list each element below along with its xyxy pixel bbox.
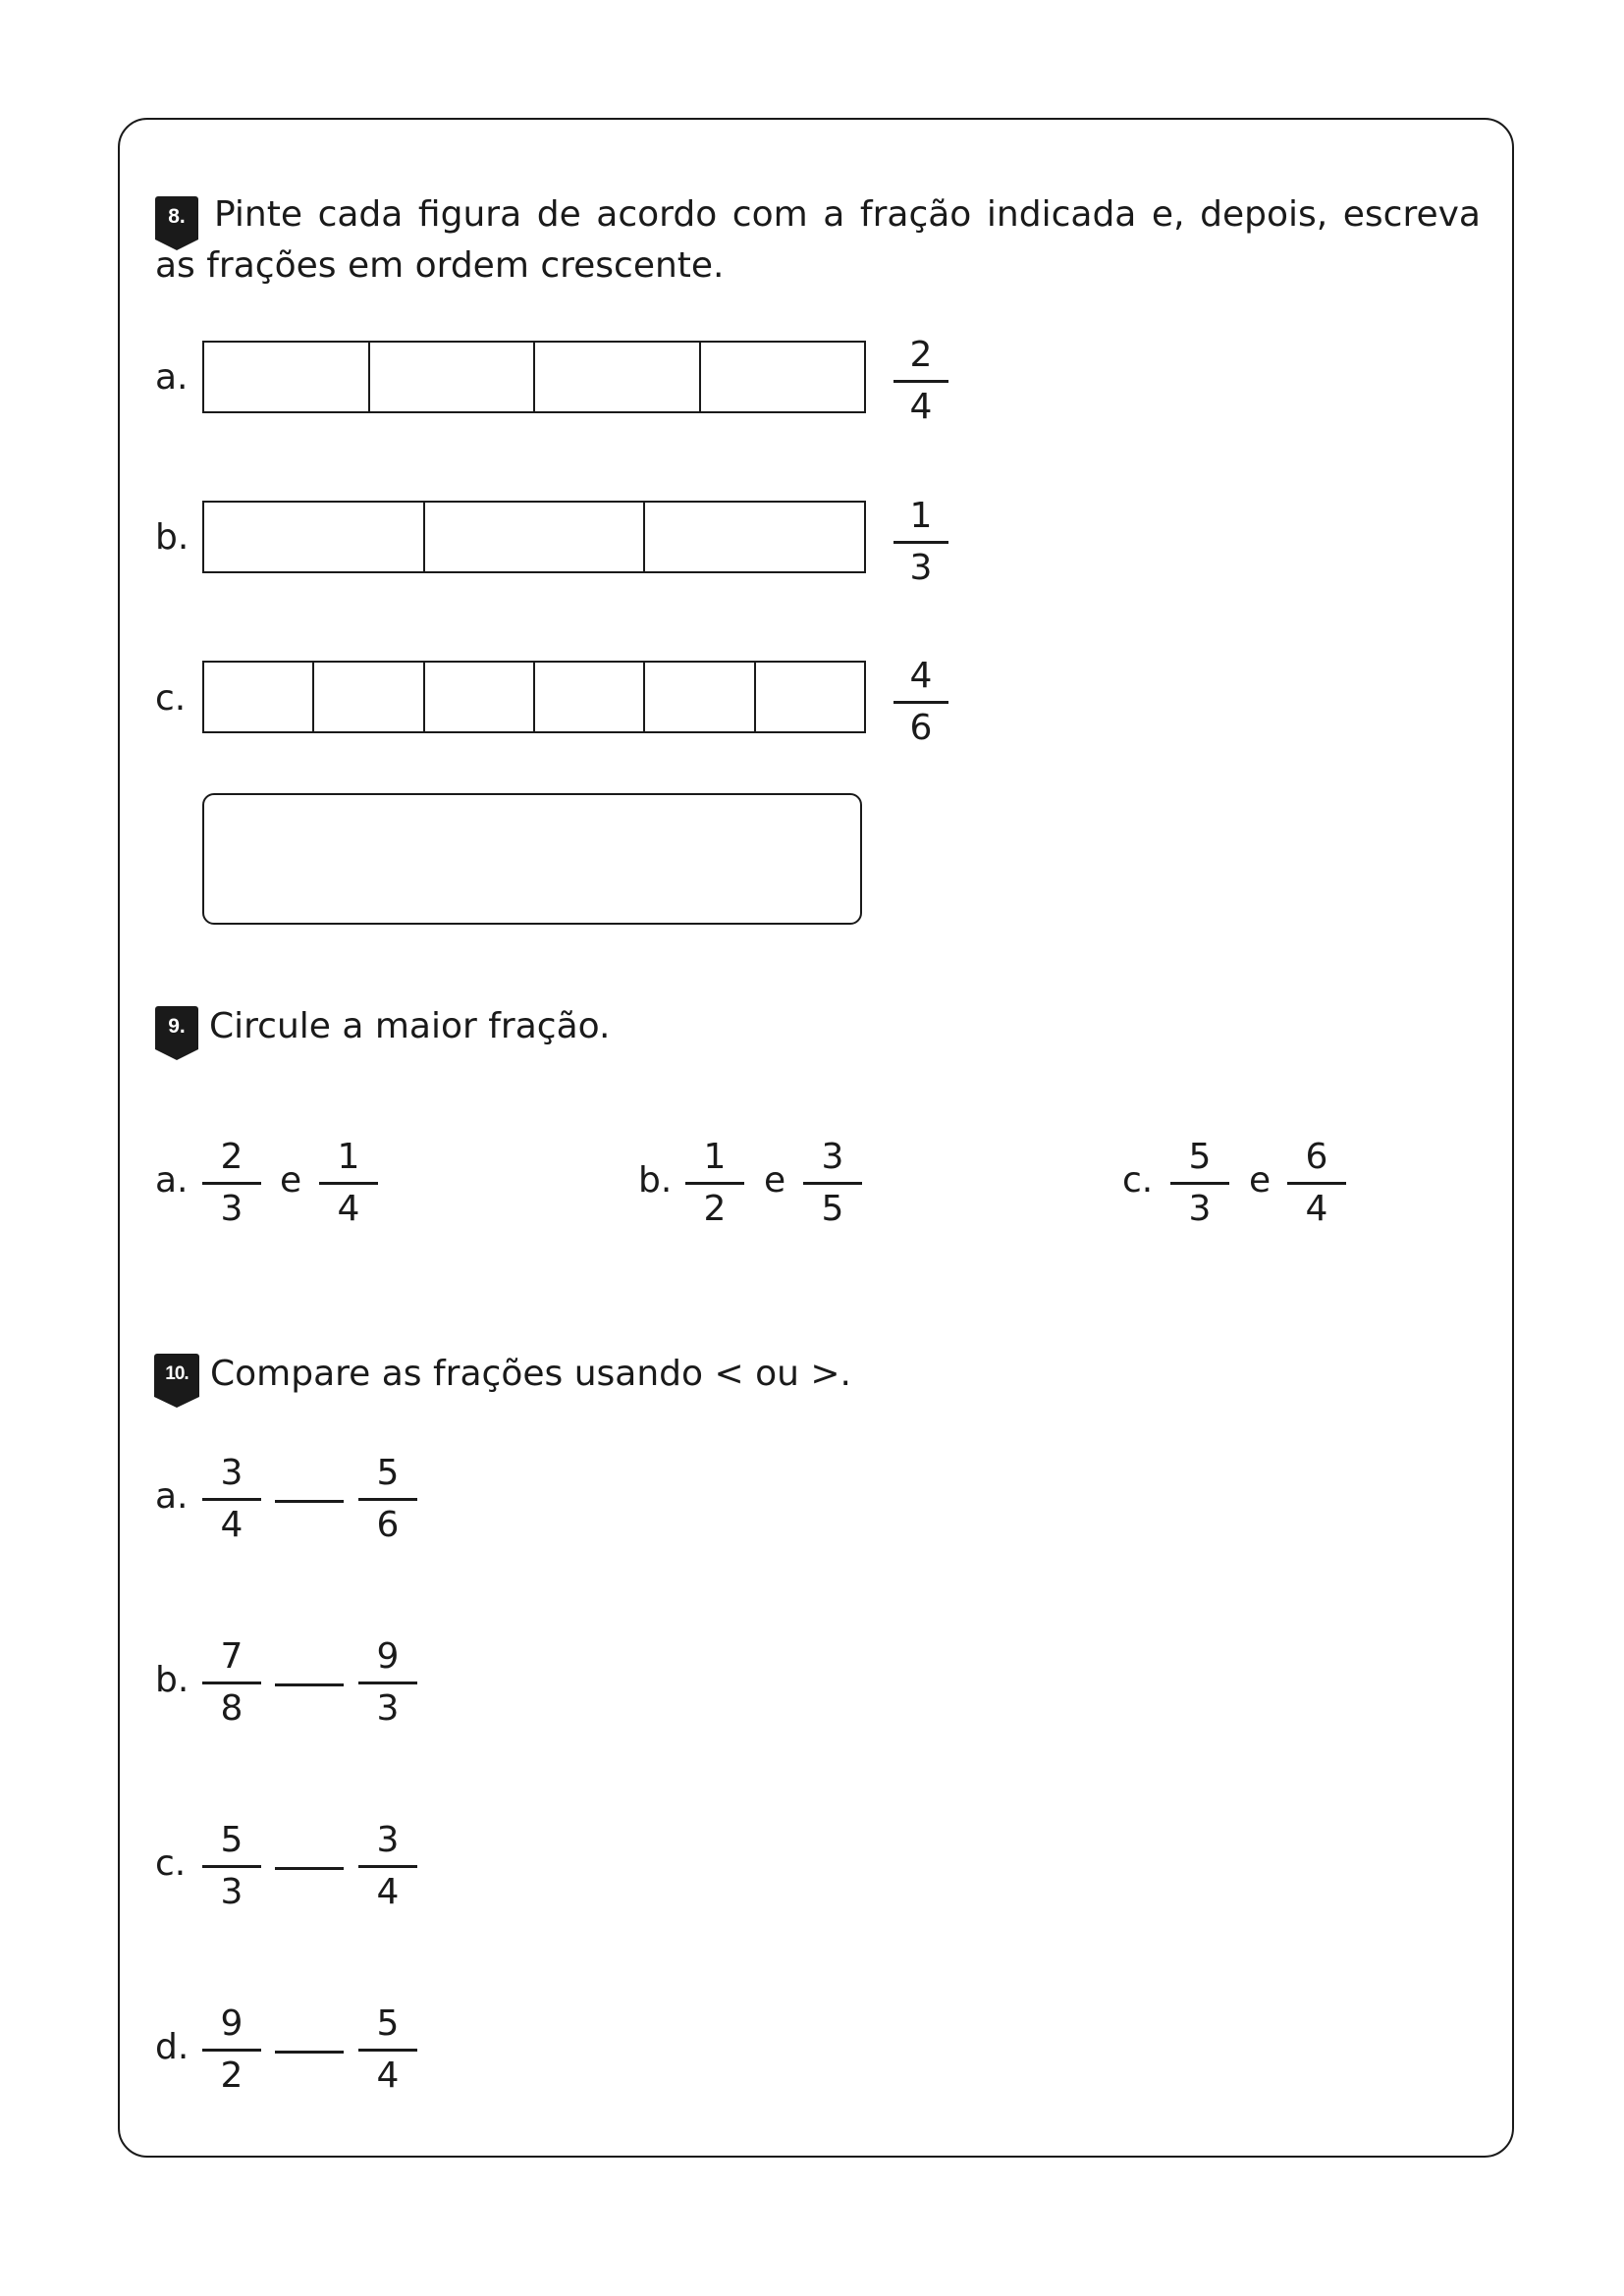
denominator: 4 xyxy=(376,1871,400,1912)
q8-item-a-bar[interactable] xyxy=(202,341,866,413)
q8-item-c-fraction xyxy=(893,656,948,749)
numerator: 5 xyxy=(220,1820,244,1860)
denominator: 4 xyxy=(909,386,933,427)
question-10-text: Compare as frações usando < ou >. xyxy=(210,1354,851,1394)
denominator: 4 xyxy=(1305,1188,1328,1229)
bar-cell[interactable] xyxy=(204,503,425,571)
denominator: 4 xyxy=(376,2055,400,2096)
q9-item-b-label: b. xyxy=(638,1160,673,1201)
q10-item-d-fraction-1 xyxy=(202,2003,261,2097)
denominator: 3 xyxy=(909,547,933,588)
q10-item-c-fraction-2 xyxy=(358,1820,417,1913)
numerator: 7 xyxy=(220,1636,244,1677)
numerator: 6 xyxy=(1305,1137,1328,1177)
bar-cell[interactable] xyxy=(204,343,370,411)
numerator: 2 xyxy=(909,335,933,375)
denominator: 3 xyxy=(220,1188,244,1229)
numerator: 5 xyxy=(1188,1137,1212,1177)
q9-item-c-fraction-1[interactable] xyxy=(1170,1137,1229,1230)
question-8-badge: 8. xyxy=(155,196,198,240)
q10-item-a-fraction-2 xyxy=(358,1453,417,1546)
numerator: 4 xyxy=(909,656,933,696)
denominator: 6 xyxy=(909,707,933,748)
q10-item-a-fraction-1 xyxy=(202,1453,261,1546)
denominator: 3 xyxy=(376,1687,400,1729)
q8-item-b-label: b. xyxy=(155,517,189,558)
numerator: 1 xyxy=(909,496,933,536)
q9-item-b-connector: e xyxy=(764,1160,786,1201)
bar-cell[interactable] xyxy=(425,663,535,731)
q8-item-b-fraction xyxy=(893,496,948,589)
denominator: 6 xyxy=(376,1504,400,1545)
question-8-text: Pinte cada figura de acordo com a fração indicada e, depois, escreva as frações em ordem crescente. xyxy=(155,194,1481,286)
numerator: 1 xyxy=(337,1137,360,1177)
bar-cell[interactable] xyxy=(314,663,424,731)
bar-cell[interactable] xyxy=(756,663,864,731)
denominator: 4 xyxy=(220,1504,244,1545)
q10-item-a-answer-blank[interactable] xyxy=(275,1500,344,1503)
numerator: 9 xyxy=(376,1636,400,1677)
bar-cell[interactable] xyxy=(535,343,701,411)
bar-cell[interactable] xyxy=(535,663,645,731)
numerator: 3 xyxy=(220,1453,244,1493)
q10-item-a-label: a. xyxy=(155,1476,189,1517)
question-9-badge: 9. xyxy=(155,1006,198,1049)
denominator: 3 xyxy=(1188,1188,1212,1229)
denominator: 2 xyxy=(703,1188,727,1229)
q10-item-b-answer-blank[interactable] xyxy=(275,1683,344,1686)
q8-item-a-label: a. xyxy=(155,357,189,398)
question-10-badge: 10. xyxy=(154,1354,199,1397)
q9-item-b-fraction-2[interactable] xyxy=(803,1137,862,1230)
bar-cell[interactable] xyxy=(370,343,536,411)
q8-item-b-bar[interactable] xyxy=(202,501,866,573)
q8-item-a-fraction xyxy=(893,335,948,428)
q10-item-c-label: c. xyxy=(155,1843,187,1884)
q10-item-d-label: d. xyxy=(155,2027,189,2067)
question-9-text: Circule a maior fração. xyxy=(209,1006,611,1046)
denominator: 8 xyxy=(220,1687,244,1729)
numerator: 9 xyxy=(220,2003,244,2044)
q10-item-b-fraction-1 xyxy=(202,1636,261,1730)
q10-item-b-label: b. xyxy=(155,1660,189,1700)
q10-item-c-answer-blank[interactable] xyxy=(275,1867,344,1870)
q9-item-a-fraction-1[interactable] xyxy=(202,1137,261,1230)
numerator: 2 xyxy=(220,1137,244,1177)
q9-item-c-label: c. xyxy=(1122,1160,1154,1201)
q9-item-a-connector: e xyxy=(280,1160,302,1201)
numerator: 1 xyxy=(703,1137,727,1177)
numerator: 5 xyxy=(376,2003,400,2044)
bar-cell[interactable] xyxy=(645,663,755,731)
bar-cell[interactable] xyxy=(701,343,865,411)
q9-item-c-connector: e xyxy=(1249,1160,1272,1201)
q10-item-d-fraction-2 xyxy=(358,2003,417,2097)
q8-answer-box[interactable] xyxy=(202,793,862,925)
q9-item-b-fraction-1[interactable] xyxy=(685,1137,744,1230)
bar-cell[interactable] xyxy=(204,663,314,731)
q9-item-a-label: a. xyxy=(155,1160,189,1201)
denominator: 2 xyxy=(220,2055,244,2096)
numerator: 5 xyxy=(376,1453,400,1493)
numerator: 3 xyxy=(821,1137,844,1177)
denominator: 5 xyxy=(821,1188,844,1229)
q9-item-c-fraction-2[interactable] xyxy=(1287,1137,1346,1230)
bar-cell[interactable] xyxy=(425,503,646,571)
denominator: 3 xyxy=(220,1871,244,1912)
denominator: 4 xyxy=(337,1188,360,1229)
q8-item-c-label: c. xyxy=(155,678,187,719)
q9-item-a-fraction-2[interactable] xyxy=(319,1137,378,1230)
q10-item-d-answer-blank[interactable] xyxy=(275,2051,344,2054)
numerator: 3 xyxy=(376,1820,400,1860)
q10-item-b-fraction-2 xyxy=(358,1636,417,1730)
bar-cell[interactable] xyxy=(645,503,864,571)
q10-item-c-fraction-1 xyxy=(202,1820,261,1913)
q8-item-c-bar[interactable] xyxy=(202,661,866,733)
